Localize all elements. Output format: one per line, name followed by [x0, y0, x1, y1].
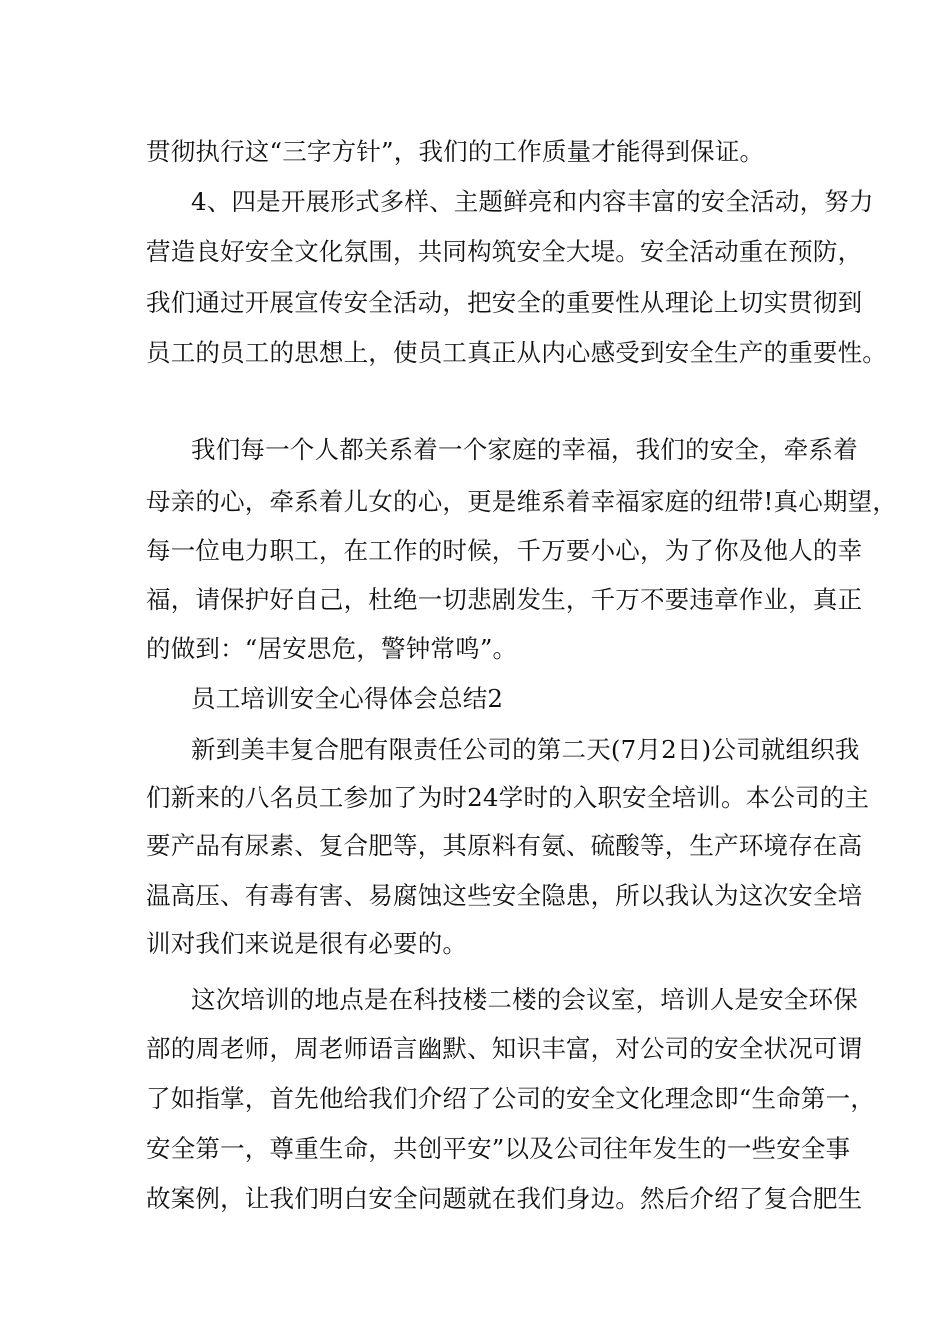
- text-line: 4、四是开展形式多样、主题鲜亮和内容丰富的安全活动，努力: [191, 187, 874, 216]
- text-line: 我们每一个人都关系着一个家庭的幸福，我们的安全，牵系着: [191, 435, 858, 464]
- text-line: 了如指掌，首先他给我们介绍了公司的安全文化理念即“生命第一，: [146, 1084, 876, 1113]
- text-line: 每一位电力职工，在工作的时候，千万要小心，为了你及他人的幸: [146, 536, 863, 565]
- text-line: 新到美丰复合肥有限责任公司的第二天(7月2日)公司就组织我: [191, 735, 860, 764]
- text-line: 贯彻执行这“三字方针”，我们的工作质量才能得到保证。: [146, 137, 765, 166]
- text-line: 训对我们来说是很有必要的。: [146, 929, 468, 958]
- text-line: 安全第一，尊重生命，共创平安”以及公司往年发生的一些安全事: [146, 1134, 851, 1163]
- text-line: 的做到：“居安思危，警钟常鸣”。: [146, 634, 518, 663]
- text-line: 福，请保护好自己，杜绝一切悲剧发生，千万不要违章作业，真正: [146, 585, 863, 614]
- text-line: 这次培训的地点是在科技楼二楼的会议室，培训人是安全环保: [191, 985, 858, 1014]
- section-heading: 员工培训安全心得体会总结2: [191, 684, 504, 713]
- text-line: 营造良好安全文化氛围，共同构筑安全大堤。安全活动重在预防，: [146, 237, 863, 266]
- text-line: 要产品有尿素、复合肥等，其原料有氨、硫酸等，生产环境存在高: [146, 831, 863, 860]
- text-line: 故案例，让我们明白安全问题就在我们身边。然后介绍了复合肥生: [146, 1184, 863, 1213]
- text-line: 部的周老师，周老师语言幽默、知识丰富，对公司的安全状况可谓: [146, 1034, 863, 1063]
- text-line: 们新来的八名员工参加了为时24学时的入职安全培训。本公司的主: [146, 783, 870, 812]
- text-line: 员工的员工的思想上，使员工真正从内心感受到安全生产的重要性。: [146, 338, 887, 367]
- text-line: 温高压、有毒有害、易腐蚀这些安全隐患，所以我认为这次安全培: [146, 881, 863, 910]
- text-line: 我们通过开展宣传安全活动，把安全的重要性从理论上切实贯彻到: [146, 288, 863, 317]
- text-line: 母亲的心，牵系着儿女的心，更是维系着幸福家庭的纽带!真心期望，: [146, 487, 898, 516]
